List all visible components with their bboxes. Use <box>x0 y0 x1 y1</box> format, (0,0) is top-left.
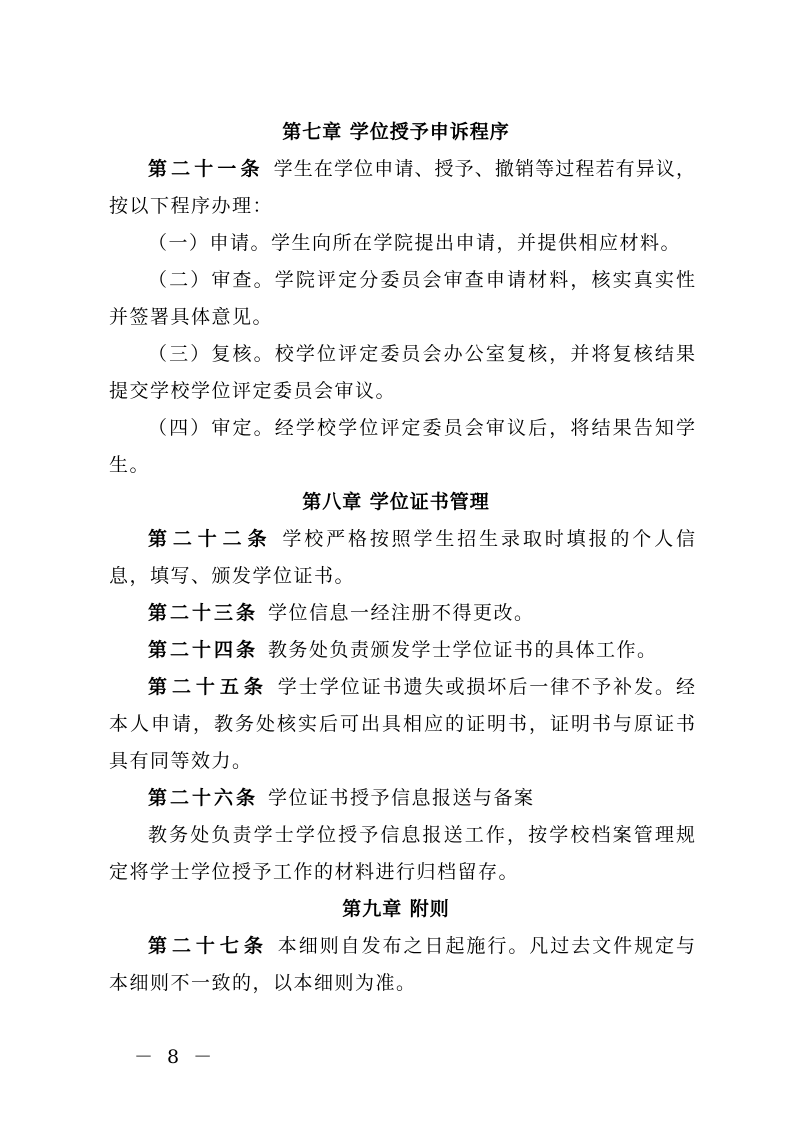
article-22-line-1: 第二十二条 学校严格按照学生招生录取时填报的个人信 <box>148 528 695 550</box>
article-26-label: 第二十六条 <box>148 787 259 809</box>
article-22-label: 第二十二条 <box>148 528 273 550</box>
article-24-label: 第二十四条 <box>148 639 259 661</box>
article-21-line-2: 按以下程序办理： <box>109 195 274 217</box>
item-2-line-1: （二）审查。学院评定分委员会审查申请材料，核实真实性 <box>148 269 695 291</box>
chapter-7-title: 第七章 学位授予申诉程序 <box>282 121 510 143</box>
item-3-line-1: （三）复核。校学位评定委员会办公室复核，并将复核结果 <box>148 343 695 365</box>
article-21-line-1: 第二十一条 学生在学位申请、授予、撤销等过程若有异议， <box>148 158 695 180</box>
article-22-line-2: 息，填写、颁发学位证书。 <box>109 565 356 587</box>
item-1: （一）申请。学生向所在学院提出申请，并提供相应材料。 <box>148 232 682 254</box>
chapter-8-title: 第八章 学位证书管理 <box>302 491 490 513</box>
article-27-label: 第二十七条 <box>148 935 268 957</box>
item-4-line-2: 生。 <box>109 454 151 476</box>
article-25-line-1: 第二十五条 学士学位证书遗失或损坏后一律不予补发。经 <box>148 676 695 698</box>
article-26-line-1: 第二十六条 学位证书授予信息报送与备案 <box>148 787 535 809</box>
article-26-line-2: 教务处负责学士学位授予信息报送工作，按学校档案管理规 <box>148 824 695 846</box>
article-25-label: 第二十五条 <box>148 676 268 698</box>
page-number: － 8 － <box>134 1046 217 1068</box>
article-21-label: 第二十一条 <box>148 158 264 180</box>
item-4-line-1: （四）审定。经学校学位评定委员会审议后，将结果告知学 <box>148 417 695 439</box>
item-3-line-2: 提交学校学位评定委员会审议。 <box>109 380 397 402</box>
article-26-line-3: 定将学士学位授予工作的材料进行归档留存。 <box>109 861 520 883</box>
article-27-line-2: 本细则不一致的，以本细则为准。 <box>109 972 417 994</box>
chapter-9-title: 第九章 附则 <box>342 898 450 920</box>
article-27-line-1: 第二十七条 本细则自发布之日起施行。凡过去文件规定与 <box>148 935 695 957</box>
article-25-line-2: 本人申请，教务处核实后可出具相应的证明书，证明书与原证书 <box>109 713 695 735</box>
item-2-line-2: 并签署具体意见。 <box>109 306 274 328</box>
article-23-label: 第二十三条 <box>148 602 259 624</box>
article-25-line-3: 具有同等效力。 <box>109 750 253 772</box>
article-23: 第二十三条 学位信息一经注册不得更改。 <box>148 602 535 624</box>
article-24: 第二十四条 教务处负责颁发学士学位证书的具体工作。 <box>148 639 658 661</box>
